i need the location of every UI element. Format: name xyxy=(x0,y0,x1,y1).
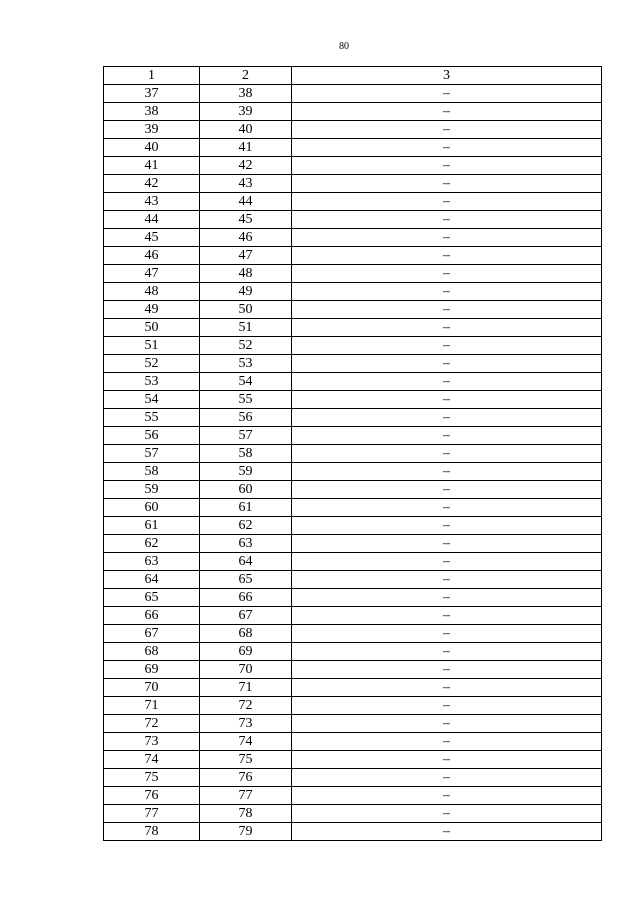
table-cell-col-3: – xyxy=(292,571,602,589)
table-cell-col-3: – xyxy=(292,481,602,499)
table-cell-col-2: 67 xyxy=(200,607,292,625)
table-cell-col-3: – xyxy=(292,787,602,805)
table-cell-col-1: 51 xyxy=(104,337,200,355)
table-row xyxy=(104,157,602,175)
table-cell-col-2: 57 xyxy=(200,427,292,445)
table-row xyxy=(104,751,602,769)
table-cell-col-1: 43 xyxy=(104,193,200,211)
table-cell-col-2: 65 xyxy=(200,571,292,589)
table-cell-col-2: 39 xyxy=(200,103,292,121)
table-cell-col-1: 64 xyxy=(104,571,200,589)
table-cell-col-2: 51 xyxy=(200,319,292,337)
table-cell-col-2: 71 xyxy=(200,679,292,697)
table-cell-col-2: 72 xyxy=(200,697,292,715)
table-cell-col-3: – xyxy=(292,823,602,841)
table-cell-col-3: – xyxy=(292,535,602,553)
table-cell-col-2: 64 xyxy=(200,553,292,571)
table-cell-col-2: 63 xyxy=(200,535,292,553)
header-row xyxy=(104,67,602,85)
table-cell-col-1: 72 xyxy=(104,715,200,733)
table-cell-col-1: 66 xyxy=(104,607,200,625)
table-cell-col-3: – xyxy=(292,679,602,697)
table-row xyxy=(104,679,602,697)
column-header-2: 2 xyxy=(200,67,292,85)
data-table xyxy=(103,66,602,841)
table-cell-col-2: 76 xyxy=(200,769,292,787)
table-cell-col-3: – xyxy=(292,589,602,607)
table-cell-col-3: – xyxy=(292,715,602,733)
table-row xyxy=(104,373,602,391)
table-cell-col-3: – xyxy=(292,85,602,103)
table-row xyxy=(104,517,602,535)
table-cell-col-3: – xyxy=(292,733,602,751)
table-row xyxy=(104,715,602,733)
table-cell-col-1: 42 xyxy=(104,175,200,193)
table-row xyxy=(104,499,602,517)
table-row xyxy=(104,85,602,103)
table-row xyxy=(104,823,602,841)
table-cell-col-1: 48 xyxy=(104,283,200,301)
table-cell-col-3: – xyxy=(292,517,602,535)
table-row xyxy=(104,427,602,445)
table-row xyxy=(104,139,602,157)
table-cell-col-3: – xyxy=(292,661,602,679)
table-cell-col-3: – xyxy=(292,265,602,283)
table-cell-col-3: – xyxy=(292,409,602,427)
table-cell-col-1: 62 xyxy=(104,535,200,553)
table-cell-col-1: 49 xyxy=(104,301,200,319)
table-cell-col-3: – xyxy=(292,301,602,319)
table-cell-col-2: 48 xyxy=(200,265,292,283)
table-row xyxy=(104,103,602,121)
table-cell-col-3: – xyxy=(292,445,602,463)
table-row xyxy=(104,571,602,589)
table-cell-col-2: 73 xyxy=(200,715,292,733)
table-cell-col-2: 74 xyxy=(200,733,292,751)
table-cell-col-1: 45 xyxy=(104,229,200,247)
table-cell-col-3: – xyxy=(292,643,602,661)
table-cell-col-2: 49 xyxy=(200,283,292,301)
table-row xyxy=(104,283,602,301)
table-row xyxy=(104,319,602,337)
table-cell-col-3: – xyxy=(292,355,602,373)
table-cell-col-3: – xyxy=(292,229,602,247)
table-cell-col-2: 47 xyxy=(200,247,292,265)
table-cell-col-3: – xyxy=(292,697,602,715)
table-cell-col-2: 60 xyxy=(200,481,292,499)
table-cell-col-2: 50 xyxy=(200,301,292,319)
table-cell-col-2: 42 xyxy=(200,157,292,175)
table-cell-col-3: – xyxy=(292,553,602,571)
table-cell-col-3: – xyxy=(292,391,602,409)
table-cell-col-1: 65 xyxy=(104,589,200,607)
table-row xyxy=(104,697,602,715)
table-cell-col-2: 45 xyxy=(200,211,292,229)
table-cell-col-1: 39 xyxy=(104,121,200,139)
table-cell-col-1: 44 xyxy=(104,211,200,229)
table-cell-col-2: 78 xyxy=(200,805,292,823)
table-cell-col-1: 70 xyxy=(104,679,200,697)
table-cell-col-3: – xyxy=(292,427,602,445)
table-row xyxy=(104,175,602,193)
table-row xyxy=(104,535,602,553)
table-cell-col-1: 52 xyxy=(104,355,200,373)
table-row xyxy=(104,121,602,139)
table-row xyxy=(104,661,602,679)
table-row xyxy=(104,355,602,373)
table-cell-col-1: 74 xyxy=(104,751,200,769)
table-cell-col-1: 41 xyxy=(104,157,200,175)
table-cell-col-2: 75 xyxy=(200,751,292,769)
table-cell-col-2: 69 xyxy=(200,643,292,661)
table-cell-col-3: – xyxy=(292,319,602,337)
table-cell-col-1: 54 xyxy=(104,391,200,409)
table-cell-col-1: 50 xyxy=(104,319,200,337)
table-row xyxy=(104,265,602,283)
table-row xyxy=(104,445,602,463)
table-row xyxy=(104,229,602,247)
table-cell-col-1: 55 xyxy=(104,409,200,427)
table-cell-col-1: 37 xyxy=(104,85,200,103)
table-cell-col-3: – xyxy=(292,499,602,517)
table-cell-col-2: 53 xyxy=(200,355,292,373)
table-cell-col-2: 40 xyxy=(200,121,292,139)
table-header xyxy=(104,67,602,85)
table-row xyxy=(104,733,602,751)
table-row xyxy=(104,337,602,355)
table-cell-col-3: – xyxy=(292,139,602,157)
table-cell-col-1: 61 xyxy=(104,517,200,535)
table-cell-col-1: 76 xyxy=(104,787,200,805)
table-cell-col-2: 41 xyxy=(200,139,292,157)
table-cell-col-1: 63 xyxy=(104,553,200,571)
table-cell-col-1: 60 xyxy=(104,499,200,517)
table-row xyxy=(104,589,602,607)
table-cell-col-2: 70 xyxy=(200,661,292,679)
table-cell-col-2: 66 xyxy=(200,589,292,607)
table-cell-col-3: – xyxy=(292,625,602,643)
table-cell-col-2: 46 xyxy=(200,229,292,247)
table-cell-col-1: 71 xyxy=(104,697,200,715)
table-cell-col-2: 68 xyxy=(200,625,292,643)
table-cell-col-1: 58 xyxy=(104,463,200,481)
table-cell-col-1: 75 xyxy=(104,769,200,787)
table-cell-col-2: 44 xyxy=(200,193,292,211)
table-cell-col-3: – xyxy=(292,247,602,265)
table-cell-col-2: 61 xyxy=(200,499,292,517)
table-cell-col-1: 78 xyxy=(104,823,200,841)
table-cell-col-3: – xyxy=(292,193,602,211)
table-cell-col-2: 58 xyxy=(200,445,292,463)
table-cell-col-2: 79 xyxy=(200,823,292,841)
column-header-1: 1 xyxy=(104,67,200,85)
table-cell-col-3: – xyxy=(292,805,602,823)
table-cell-col-2: 43 xyxy=(200,175,292,193)
table-row xyxy=(104,463,602,481)
table-cell-col-2: 52 xyxy=(200,337,292,355)
table-cell-col-1: 56 xyxy=(104,427,200,445)
table-row xyxy=(104,805,602,823)
table-cell-col-1: 73 xyxy=(104,733,200,751)
table-cell-col-3: – xyxy=(292,337,602,355)
table-row xyxy=(104,211,602,229)
table-row xyxy=(104,193,602,211)
table-body xyxy=(104,85,602,841)
table-cell-col-1: 68 xyxy=(104,643,200,661)
table-cell-col-3: – xyxy=(292,751,602,769)
table-cell-col-1: 69 xyxy=(104,661,200,679)
table-row xyxy=(104,409,602,427)
table-row xyxy=(104,391,602,409)
table-cell-col-2: 38 xyxy=(200,85,292,103)
table-row xyxy=(104,301,602,319)
table-cell-col-3: – xyxy=(292,157,602,175)
table-cell-col-3: – xyxy=(292,103,602,121)
table-row xyxy=(104,643,602,661)
table-cell-col-3: – xyxy=(292,769,602,787)
table-cell-col-1: 40 xyxy=(104,139,200,157)
table-row xyxy=(104,247,602,265)
table-cell-col-2: 55 xyxy=(200,391,292,409)
table-cell-col-1: 59 xyxy=(104,481,200,499)
table-row xyxy=(104,607,602,625)
table-cell-col-2: 62 xyxy=(200,517,292,535)
table-cell-col-1: 57 xyxy=(104,445,200,463)
table-cell-col-1: 53 xyxy=(104,373,200,391)
table-cell-col-3: – xyxy=(292,121,602,139)
column-header-3: 3 xyxy=(292,67,602,85)
table-row xyxy=(104,553,602,571)
table-cell-col-1: 38 xyxy=(104,103,200,121)
table-cell-col-3: – xyxy=(292,175,602,193)
table-cell-col-2: 59 xyxy=(200,463,292,481)
table-row xyxy=(104,787,602,805)
table-cell-col-3: – xyxy=(292,463,602,481)
table-cell-col-3: – xyxy=(292,607,602,625)
table-row xyxy=(104,769,602,787)
table-row xyxy=(104,625,602,643)
table-cell-col-3: – xyxy=(292,373,602,391)
table-cell-col-3: – xyxy=(292,283,602,301)
table-cell-col-3: – xyxy=(292,211,602,229)
table-cell-col-2: 54 xyxy=(200,373,292,391)
table-cell-col-2: 56 xyxy=(200,409,292,427)
page-number: 80 xyxy=(339,41,349,52)
table-cell-col-1: 67 xyxy=(104,625,200,643)
table-cell-col-2: 77 xyxy=(200,787,292,805)
table-cell-col-1: 46 xyxy=(104,247,200,265)
table-cell-col-1: 47 xyxy=(104,265,200,283)
table-cell-col-1: 77 xyxy=(104,805,200,823)
table-row xyxy=(104,481,602,499)
